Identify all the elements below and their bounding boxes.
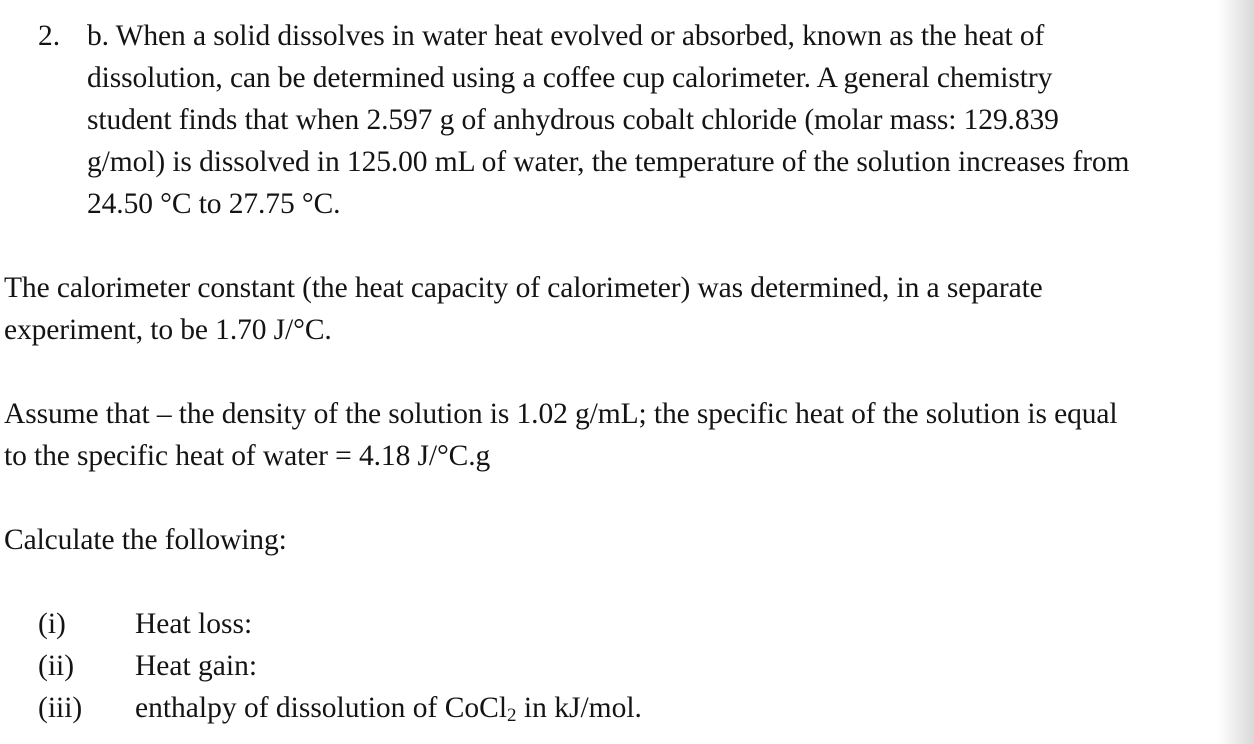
assume-line-2: to the specific heat of water = 4.18 J/°C.g xyxy=(4,440,491,472)
question-line-3: student finds that when 2.597 g of anhydrous cobalt chloride (molar mass: 129.839 xyxy=(87,104,1059,136)
question-line-5: 24.50 °C to 27.75 °C. xyxy=(87,188,341,220)
item-text-heat-loss: Heat loss: xyxy=(135,608,253,640)
calorimeter-line-1: The calorimeter constant (the heat capacity of calorimeter) was determined, in a separate xyxy=(4,272,1043,304)
item-text-heat-gain: Heat gain: xyxy=(135,650,258,682)
page-edge-shadow xyxy=(1218,0,1254,744)
question-line-2: dissolution, can be determined using a coffee cup calorimeter. A general chemistry xyxy=(87,62,1053,94)
cocl2-subscript: 2 xyxy=(507,705,517,726)
assume-line-1: Assume that – the density of the solution is 1.02 g/mL; the specific heat of the solution is equal xyxy=(4,398,1118,430)
calculate-heading: Calculate the following: xyxy=(4,524,287,556)
question-line-4: g/mol) is dissolved in 125.00 mL of water, the temperature of the solution increases from xyxy=(87,146,1130,178)
item-numeral-iii: (iii) xyxy=(38,692,83,724)
enthalpy-text-after: in kJ/mol. xyxy=(516,692,642,724)
item-numeral-ii: (ii) xyxy=(38,650,75,682)
item-text-enthalpy xyxy=(135,687,642,729)
question-number: 2. xyxy=(38,20,61,52)
question-line-1: b. When a solid dissolves in water heat evolved or absorbed, known as the heat of xyxy=(87,20,1045,52)
enthalpy-text-before: enthalpy of dissolution of CoCl xyxy=(135,692,508,724)
calorimeter-line-2: experiment, to be 1.70 J/°C. xyxy=(4,314,332,346)
item-numeral-i: (i) xyxy=(38,608,66,640)
